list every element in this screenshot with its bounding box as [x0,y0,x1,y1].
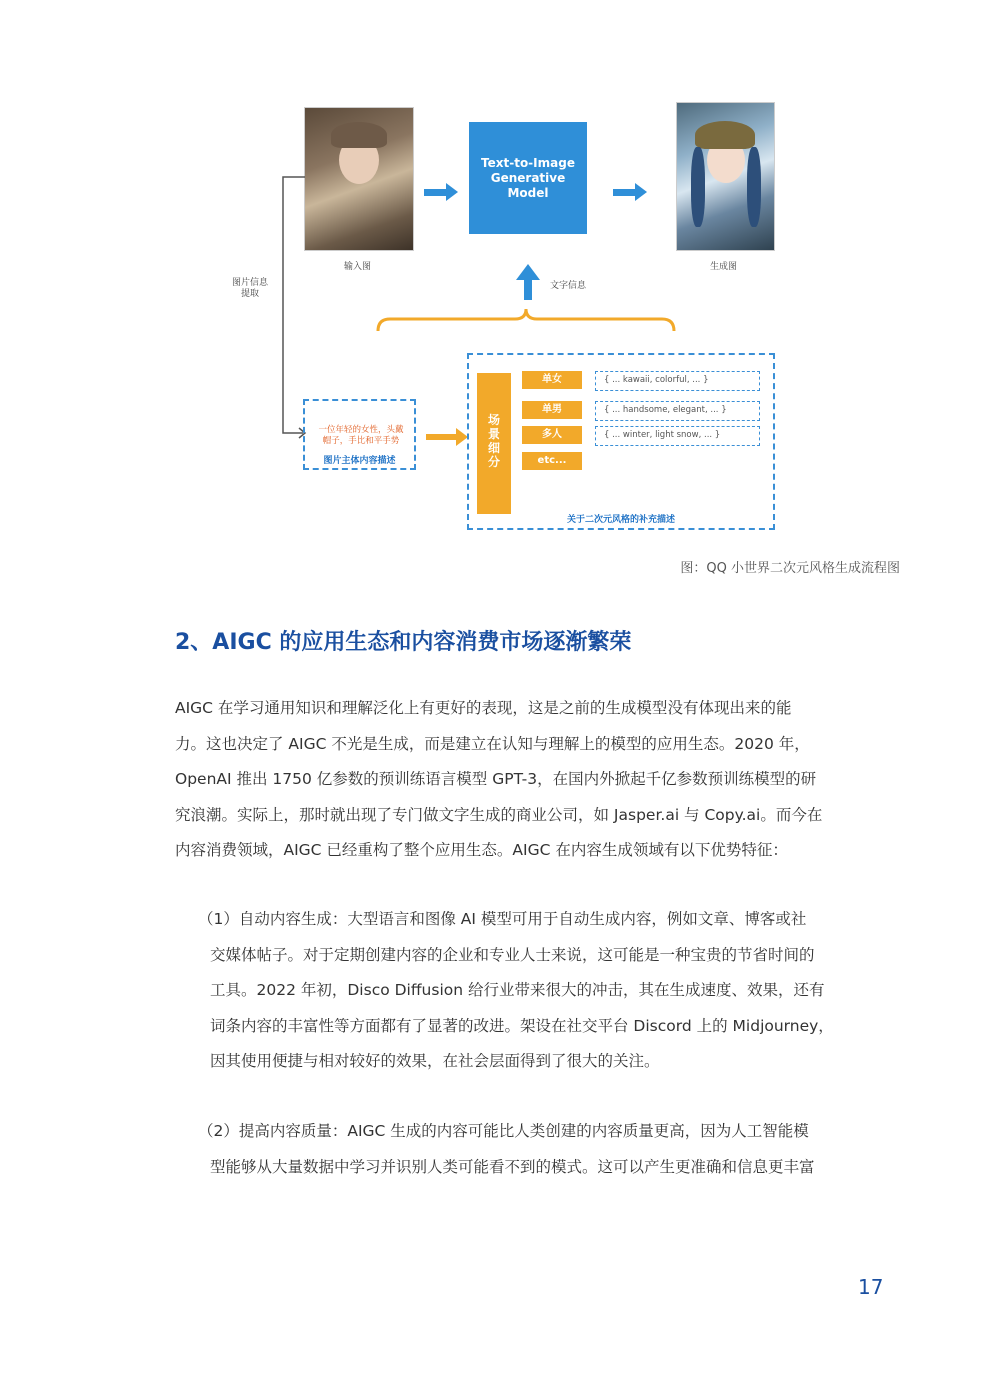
section-heading: 2、AIGC 的应用生态和内容消费市场逐渐繁荣 [175,630,632,655]
para1-line-5: 内容消费领域，AIGC 已经重构了整个应用生态。AIGC 在内容生成领域有以下优势特征： [175,841,788,859]
page-number: 17 [858,1275,884,1299]
paragraph-1 [175,691,822,869]
arrow-model-to-output [613,189,635,196]
scene-label-box [477,373,511,514]
output-label: 生成图 [710,262,738,272]
model-label-line-1: Text-to-Image [481,155,575,170]
para1-line-2: 力。这也决定了 AIGC 不光是生成，而是建立在认知与理解上的模型的应用生态。2020 年， [175,734,810,753]
para1-line-3: OpenAI 推出 1750 亿参数的预训练语言模型 GPT-3，在国内外掀起千亿参数预训练模型的研 [175,770,817,788]
arrow-head-2 [635,183,647,201]
para2-line-2: 交媒体帖子。对于定期创建内容的企业和专业人士来说，这可能是一种宝贵的节省时间的 [210,945,815,964]
scene-char-2: 景 [487,427,500,441]
output-photo [676,102,775,251]
orange-arrow-shaft [426,434,456,440]
para2-line-4: 词条内容的丰富性等方面都有了显著的改进。架设在社交平台 Discord 上的 Midjourney， [210,1016,834,1035]
extract-label [232,278,268,300]
paragraph-2 [198,902,834,1080]
para2-line-3: 工具。2022 年初，Disco Diffusion 给行业带来很大的冲击，其在生成速度、效果，还有 [210,981,825,999]
input-photo [304,107,414,251]
subject-text-line-1: 一位年轻的女性，头戴 [318,425,404,435]
arrow-input-to-model [424,189,446,196]
arrow-up-shaft [524,280,532,300]
subject-description-box [303,399,416,470]
tag-single-female: 单女 [522,371,582,389]
tag-desc-3: { ... winter, light snow, ... } [595,426,760,446]
extract-label-line-1: 图片信息 [232,278,269,288]
model-label-line-3: Model [507,185,549,200]
tag-multi-person: 多人 [522,426,582,444]
text-info-label: 文字信息 [550,281,587,291]
para2-line-1: （1）自动内容生成：大型语言和图像 AI 模型可用于自动生成内容，例如文章、博客或社 [198,910,807,928]
input-label: 输入图 [344,262,372,272]
subject-text [309,425,413,447]
para2-line-5: 因其使用便捷与相对较好的效果，在社会层面得到了很大的关注。 [210,1052,660,1070]
tag-single-male: 单男 [522,401,582,419]
paragraph-3 [198,1114,815,1185]
model-label-line-2: Generative [490,170,566,185]
subject-title: 图片主体内容描述 [323,456,396,466]
para3-line-2: 型能够从大量数据中学习并识别人类可能看不到的模式。这可以产生更准确和信息更丰富 [210,1157,815,1176]
figure-caption: 图：QQ 小世界二次元风格生成流程图 [680,561,900,576]
extract-label-line-2: 提取 [241,289,260,299]
scene-char-4: 分 [487,455,500,469]
arrow-up-head [516,264,540,280]
orange-brace [370,305,680,335]
subject-text-line-2: 帽子，手比和平手势 [322,436,400,446]
tag-desc-1: { ... kawaii, colorful, ... } [595,371,760,391]
para1-line-1: AIGC 在学习通用知识和理解泛化上有更好的表现，这是之前的生成模型没有体现出来的能 [175,699,792,717]
arrow-head-1 [446,183,458,201]
para3-line-1: （2）提高内容质量：AIGC 生成的内容可能比人类创建的内容质量更高，因为人工智能模 [198,1122,809,1140]
tag-etc: etc... [522,452,582,470]
scene-char-3: 细 [487,441,500,455]
para1-line-4: 究浪潮。实际上，那时就出现了专门做文字生成的商业公司，如 Jasper.ai 与 Copy.ai。而今在 [175,805,823,824]
tag-desc-2: { ... handsome, elegant, ... } [595,401,760,421]
supplement-label: 关于二次元风格的补充描述 [566,515,675,525]
text-to-image-model-box [469,122,587,234]
scene-char-1: 场 [487,413,500,427]
